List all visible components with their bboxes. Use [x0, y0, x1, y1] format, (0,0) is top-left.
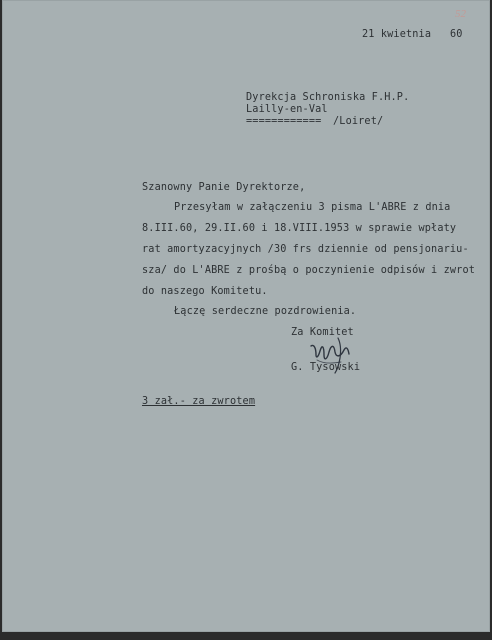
page-number: 52 — [455, 8, 466, 20]
salutation: Szanowny Panie Dyrektorze, — [142, 182, 306, 193]
date-year: 60 — [450, 29, 463, 40]
addressee-line-3-prefix: ============ — [246, 116, 322, 127]
body-line-2: 8.III.60, 29.II.60 i 18.VIII.1953 w sprawie wpłaty — [142, 223, 457, 234]
addressee-line-3-suffix: /Loiret/ — [333, 116, 384, 127]
body-line-1: Przesyłam w załączeniu 3 pisma L'ABRE z dnia — [174, 202, 451, 213]
closing-line: Łączę serdeczne pozdrowienia. — [174, 306, 357, 317]
signature-name: G. Tysowski — [291, 362, 361, 373]
date-text: 21 kwietnia — [362, 29, 432, 40]
body-line-5: do naszego Komitetu. — [142, 286, 268, 297]
body-line-3: rat amortyzacyjnych /30 frs dziennie od pensjonariu- — [142, 244, 469, 255]
body-line-4: sza/ do L'ABRE z prośbą o poczynienie odpisów i zwrot — [142, 265, 476, 276]
signature-committee: Za Komitet — [291, 327, 354, 338]
addressee-line-2: Lailly-en-Val — [246, 104, 328, 115]
page-bottom-edge — [2, 632, 490, 640]
document-page — [2, 0, 490, 632]
enclosure-note: 3 zał.- za zwrotem — [142, 396, 256, 407]
addressee-line-1: Dyrekcja Schroniska F.H.P. — [246, 92, 410, 103]
